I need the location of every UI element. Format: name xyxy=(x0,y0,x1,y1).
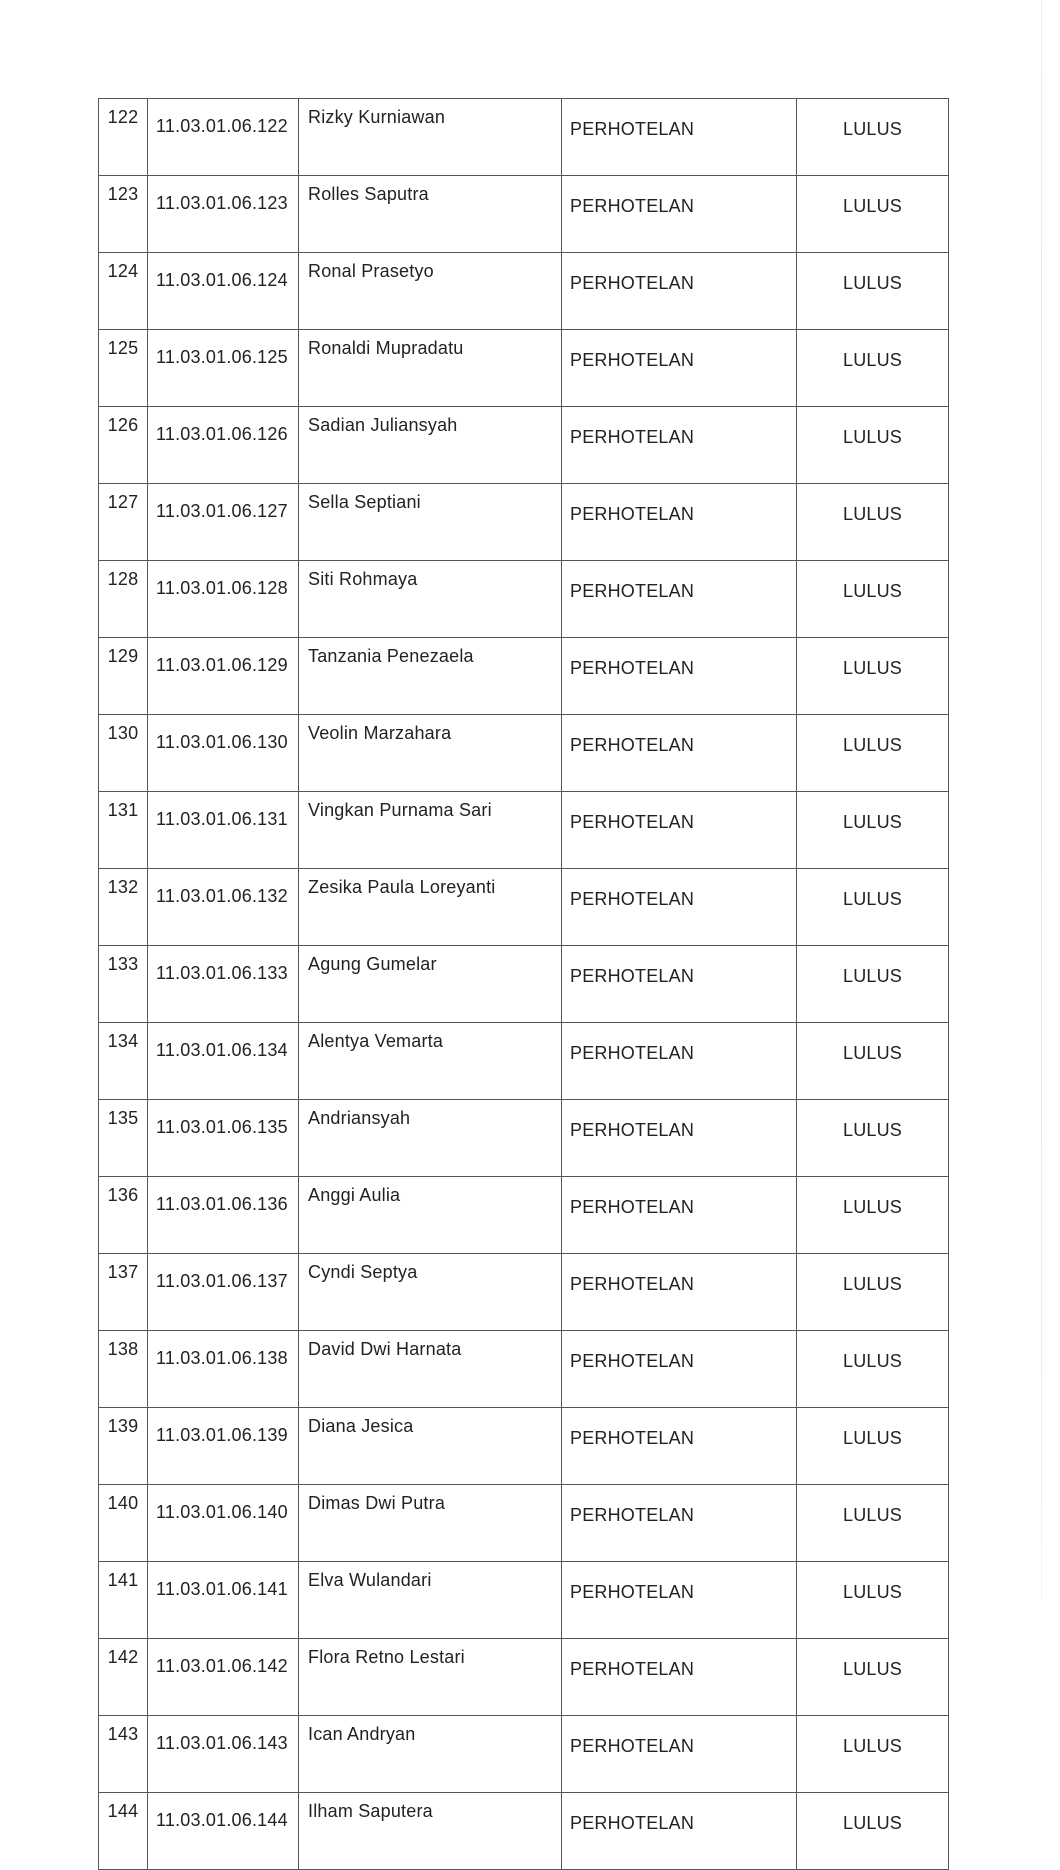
status-cell: LULUS xyxy=(797,99,949,176)
table-row xyxy=(99,1485,949,1562)
table-row xyxy=(99,869,949,946)
student-id-cell: 11.03.01.06.130 xyxy=(148,715,299,792)
student-id-cell: 11.03.01.06.134 xyxy=(148,1023,299,1100)
status-cell: LULUS xyxy=(797,1639,949,1716)
table-row xyxy=(99,407,949,484)
student-name-cell: Rizky Kurniawan xyxy=(299,99,562,176)
program-cell: PERHOTELAN xyxy=(562,1562,797,1639)
student-name-cell: Alentya Vemarta xyxy=(299,1023,562,1100)
table-row xyxy=(99,330,949,407)
table-row xyxy=(99,1408,949,1485)
student-id-cell: 11.03.01.06.137 xyxy=(148,1254,299,1331)
program-cell: PERHOTELAN xyxy=(562,484,797,561)
student-name-cell: Cyndi Septya xyxy=(299,1254,562,1331)
row-number-cell: 137 xyxy=(99,1254,148,1331)
student-id-cell: 11.03.01.06.144 xyxy=(148,1793,299,1870)
student-name-cell: Tanzania Penezaela xyxy=(299,638,562,715)
status-cell: LULUS xyxy=(797,1100,949,1177)
row-number-cell: 144 xyxy=(99,1793,148,1870)
results-table-body xyxy=(99,99,949,1870)
program-cell: PERHOTELAN xyxy=(562,1023,797,1100)
student-name-cell: Diana Jesica xyxy=(299,1408,562,1485)
row-number-cell: 128 xyxy=(99,561,148,638)
table-row xyxy=(99,1254,949,1331)
table-row xyxy=(99,715,949,792)
student-id-cell: 11.03.01.06.140 xyxy=(148,1485,299,1562)
program-cell: PERHOTELAN xyxy=(562,1254,797,1331)
table-row xyxy=(99,792,949,869)
table-row xyxy=(99,1023,949,1100)
status-cell: LULUS xyxy=(797,330,949,407)
program-cell: PERHOTELAN xyxy=(562,1408,797,1485)
row-number-cell: 126 xyxy=(99,407,148,484)
row-number-cell: 131 xyxy=(99,792,148,869)
program-cell: PERHOTELAN xyxy=(562,561,797,638)
status-cell: LULUS xyxy=(797,1562,949,1639)
student-name-cell: Ronaldi Mupradatu xyxy=(299,330,562,407)
student-id-cell: 11.03.01.06.125 xyxy=(148,330,299,407)
row-number-cell: 130 xyxy=(99,715,148,792)
program-cell: PERHOTELAN xyxy=(562,407,797,484)
row-number-cell: 139 xyxy=(99,1408,148,1485)
status-cell: LULUS xyxy=(797,561,949,638)
student-id-cell: 11.03.01.06.143 xyxy=(148,1716,299,1793)
student-id-cell: 11.03.01.06.123 xyxy=(148,176,299,253)
status-cell: LULUS xyxy=(797,869,949,946)
row-number-cell: 134 xyxy=(99,1023,148,1100)
student-name-cell: Anggi Aulia xyxy=(299,1177,562,1254)
results-table xyxy=(98,98,949,1870)
row-number-cell: 136 xyxy=(99,1177,148,1254)
student-name-cell: Elva Wulandari xyxy=(299,1562,562,1639)
status-cell: LULUS xyxy=(797,176,949,253)
table-row xyxy=(99,1639,949,1716)
row-number-cell: 122 xyxy=(99,99,148,176)
status-cell: LULUS xyxy=(797,1485,949,1562)
program-cell: PERHOTELAN xyxy=(562,1331,797,1408)
status-cell: LULUS xyxy=(797,715,949,792)
status-cell: LULUS xyxy=(797,946,949,1023)
status-cell: LULUS xyxy=(797,484,949,561)
student-name-cell: Veolin Marzahara xyxy=(299,715,562,792)
student-id-cell: 11.03.01.06.142 xyxy=(148,1639,299,1716)
student-id-cell: 11.03.01.06.138 xyxy=(148,1331,299,1408)
program-cell: PERHOTELAN xyxy=(562,1485,797,1562)
program-cell: PERHOTELAN xyxy=(562,99,797,176)
student-id-cell: 11.03.01.06.133 xyxy=(148,946,299,1023)
student-name-cell: Siti Rohmaya xyxy=(299,561,562,638)
student-id-cell: 11.03.01.06.136 xyxy=(148,1177,299,1254)
row-number-cell: 140 xyxy=(99,1485,148,1562)
status-cell: LULUS xyxy=(797,253,949,330)
row-number-cell: 129 xyxy=(99,638,148,715)
table-row xyxy=(99,1793,949,1870)
status-cell: LULUS xyxy=(797,1177,949,1254)
student-id-cell: 11.03.01.06.122 xyxy=(148,99,299,176)
table-row xyxy=(99,638,949,715)
student-name-cell: Ilham Saputera xyxy=(299,1793,562,1870)
program-cell: PERHOTELAN xyxy=(562,176,797,253)
status-cell: LULUS xyxy=(797,407,949,484)
program-cell: PERHOTELAN xyxy=(562,869,797,946)
student-id-cell: 11.03.01.06.141 xyxy=(148,1562,299,1639)
status-cell: LULUS xyxy=(797,1331,949,1408)
program-cell: PERHOTELAN xyxy=(562,715,797,792)
student-id-cell: 11.03.01.06.126 xyxy=(148,407,299,484)
table-row xyxy=(99,253,949,330)
student-id-cell: 11.03.01.06.135 xyxy=(148,1100,299,1177)
status-cell: LULUS xyxy=(797,792,949,869)
table-row xyxy=(99,946,949,1023)
table-row xyxy=(99,1331,949,1408)
program-cell: PERHOTELAN xyxy=(562,946,797,1023)
status-cell: LULUS xyxy=(797,1793,949,1870)
student-name-cell: Sella Septiani xyxy=(299,484,562,561)
student-id-cell: 11.03.01.06.131 xyxy=(148,792,299,869)
student-id-cell: 11.03.01.06.128 xyxy=(148,561,299,638)
row-number-cell: 142 xyxy=(99,1639,148,1716)
row-number-cell: 132 xyxy=(99,869,148,946)
row-number-cell: 141 xyxy=(99,1562,148,1639)
student-name-cell: Rolles Saputra xyxy=(299,176,562,253)
student-name-cell: Dimas Dwi Putra xyxy=(299,1485,562,1562)
status-cell: LULUS xyxy=(797,638,949,715)
student-id-cell: 11.03.01.06.129 xyxy=(148,638,299,715)
student-id-cell: 11.03.01.06.139 xyxy=(148,1408,299,1485)
status-cell: LULUS xyxy=(797,1716,949,1793)
student-name-cell: Vingkan Purnama Sari xyxy=(299,792,562,869)
scan-edge-line xyxy=(1041,0,1042,1600)
program-cell: PERHOTELAN xyxy=(562,1177,797,1254)
table-row xyxy=(99,1716,949,1793)
student-id-cell: 11.03.01.06.132 xyxy=(148,869,299,946)
row-number-cell: 143 xyxy=(99,1716,148,1793)
status-cell: LULUS xyxy=(797,1023,949,1100)
program-cell: PERHOTELAN xyxy=(562,638,797,715)
status-cell: LULUS xyxy=(797,1408,949,1485)
student-name-cell: Agung Gumelar xyxy=(299,946,562,1023)
student-name-cell: Zesika Paula Loreyanti xyxy=(299,869,562,946)
student-name-cell: Ican Andryan xyxy=(299,1716,562,1793)
row-number-cell: 133 xyxy=(99,946,148,1023)
student-name-cell: Sadian Juliansyah xyxy=(299,407,562,484)
program-cell: PERHOTELAN xyxy=(562,1716,797,1793)
student-id-cell: 11.03.01.06.124 xyxy=(148,253,299,330)
student-name-cell: Flora Retno Lestari xyxy=(299,1639,562,1716)
student-id-cell: 11.03.01.06.127 xyxy=(148,484,299,561)
row-number-cell: 138 xyxy=(99,1331,148,1408)
table-row xyxy=(99,1177,949,1254)
table-row xyxy=(99,99,949,176)
program-cell: PERHOTELAN xyxy=(562,1100,797,1177)
student-name-cell: David Dwi Harnata xyxy=(299,1331,562,1408)
row-number-cell: 124 xyxy=(99,253,148,330)
program-cell: PERHOTELAN xyxy=(562,253,797,330)
program-cell: PERHOTELAN xyxy=(562,792,797,869)
row-number-cell: 127 xyxy=(99,484,148,561)
program-cell: PERHOTELAN xyxy=(562,1793,797,1870)
table-row xyxy=(99,1562,949,1639)
program-cell: PERHOTELAN xyxy=(562,330,797,407)
table-row xyxy=(99,1100,949,1177)
student-name-cell: Ronal Prasetyo xyxy=(299,253,562,330)
row-number-cell: 135 xyxy=(99,1100,148,1177)
status-cell: LULUS xyxy=(797,1254,949,1331)
program-cell: PERHOTELAN xyxy=(562,1639,797,1716)
table-row xyxy=(99,561,949,638)
table-row xyxy=(99,484,949,561)
table-row xyxy=(99,176,949,253)
student-name-cell: Andriansyah xyxy=(299,1100,562,1177)
row-number-cell: 125 xyxy=(99,330,148,407)
row-number-cell: 123 xyxy=(99,176,148,253)
